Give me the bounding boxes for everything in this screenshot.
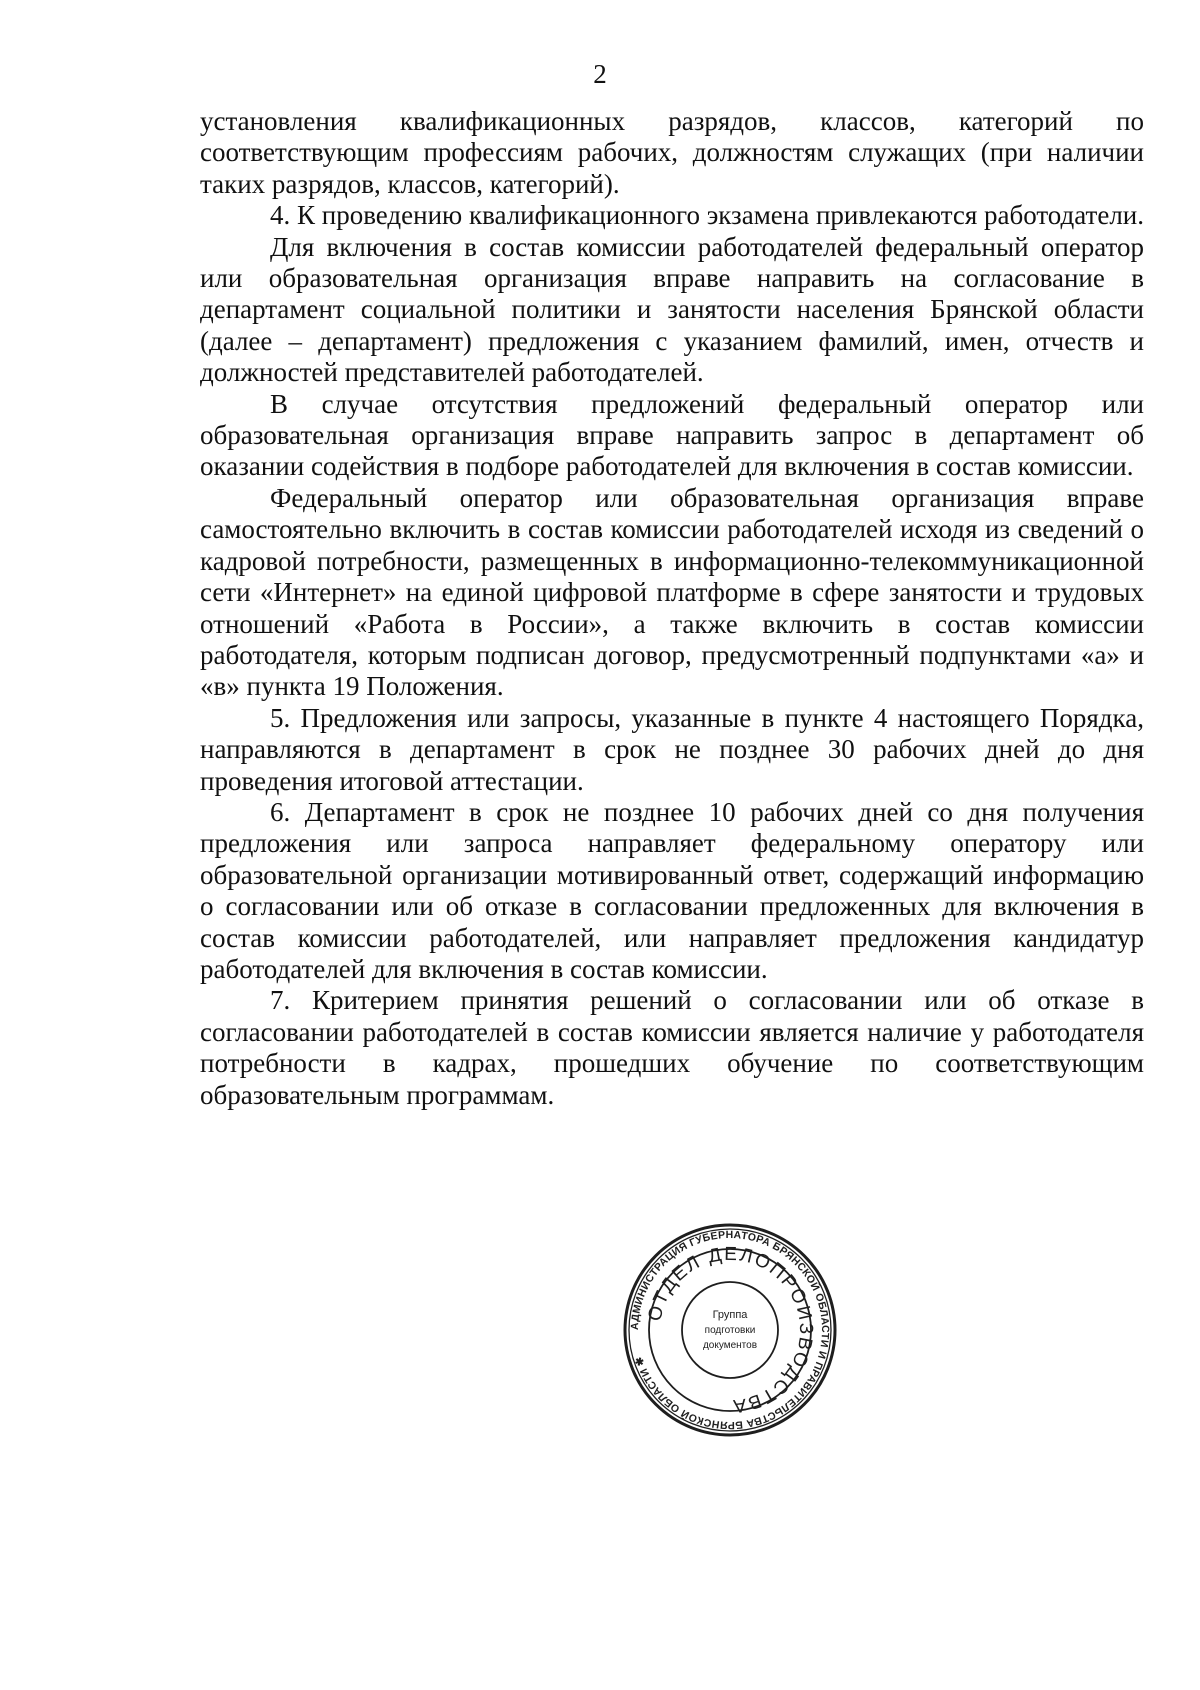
paragraph-item-6: 6. Департамент в срок не позднее 10 рабочих дней со дня получения предложения или запроса направляет федеральному оператору или образовательной организации мотивированный ответ, содержащий информацию о согласовании или об отказе в согласовании предложенных для включения в состав комиссии работодателей, или направляет предложения кандидатур работодателей для включения в состав комиссии. (200, 796, 1144, 984)
paragraph-employers-inclusion: Для включения в состав комиссии работодателей федеральный оператор или образовательная организация вправе направить на согласование в департамент социальной политики и занятости населения Брянской области (далее – департамент) предложения с указанием фамилий, имен, отчеств и должностей представителей работодателей. (200, 231, 1144, 388)
paragraph-independent-inclusion: Федеральный оператор или образовательная организация вправе самостоятельно включить в состав комиссии работодателей исходя из сведений о кадровой потребности, размещенных в информационно-телекоммуникационной сети «Интернет» на единой цифровой платформе в сфере занятости и трудовых отношений «Работа в России», а также включить в состав комиссии работодателя, которым подписан договор, предусмотренный подпунктами «а» и «в» пункта 19 Положения. (200, 482, 1144, 702)
paragraph-item-5: 5. Предложения или запросы, указанные в пункте 4 настоящего Порядка, направляются в департамент в срок не позднее 30 рабочих дней до дня проведения итоговой аттестации. (200, 702, 1144, 796)
stamp-outer-ring-text: АДМИНИСТРАЦИЯ ГУБЕРНАТОРА БРЯНСКОЙ ОБЛАСТИ И ПРАВИТЕЛЬСТВА БРЯНСКОЙ ОБЛАСТИ ✱ (628, 1228, 832, 1432)
stamp-inner-ring-text: ОТДЕЛ ДЕЛОПРОИЗВОДСТВА (644, 1243, 817, 1417)
document-body (200, 106, 1144, 1111)
page-number: 2 (593, 59, 607, 89)
official-stamp (622, 1222, 838, 1438)
stamp-center-line-2: подготовки (704, 1325, 756, 1336)
stamp-seal-graphic (622, 1222, 838, 1438)
paragraph-no-proposals: В случае отсутствия предложений федеральный оператор или образовательная организация вправе направить запрос в департамент об оказании содействия в подборе работодателей для включения в состав комиссии. (200, 388, 1144, 482)
paragraph-item-7: 7. Критерием принятия решений о согласовании или об отказе в согласовании работодателей в состав комиссии является наличие у работодателя потребности в кадрах, прошедших обучение по соответствующим образовательным программам. (200, 985, 1144, 1110)
paragraph-continuation: установления квалификационных разрядов, классов, категорий по соответствующим профессиям рабочих, должностям служащих (при наличии таких разрядов, классов, категорий). (200, 106, 1144, 199)
stamp-center-line-1: Группа (712, 1309, 748, 1321)
paragraph-item-4: 4. К проведению квалификационного экзамена привлекаются работодатели. (270, 200, 1145, 231)
stamp-center-line-3: документов (702, 1340, 758, 1351)
